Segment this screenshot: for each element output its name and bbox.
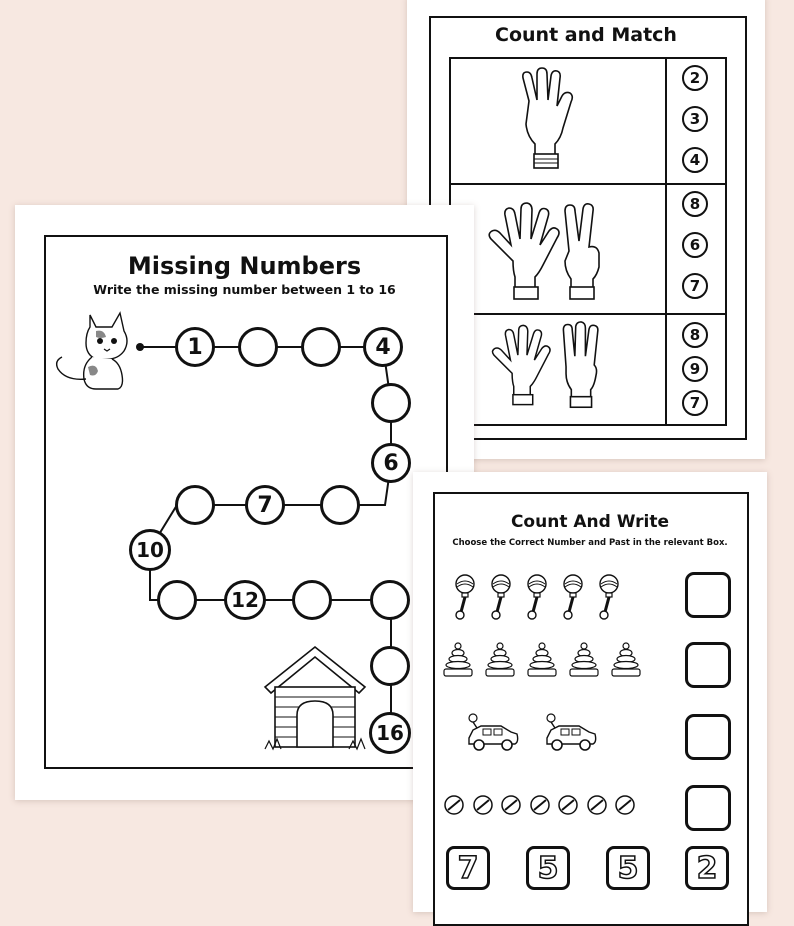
number-node-12[interactable]: 12 (224, 580, 266, 620)
answer-box[interactable] (685, 642, 731, 688)
missing-numbers-worksheet (15, 205, 474, 800)
number-node-6[interactable]: 6 (371, 443, 411, 483)
option-circle[interactable]: 9 (682, 356, 708, 382)
number-node-13[interactable] (292, 580, 332, 620)
number-node-4[interactable]: 4 (363, 327, 403, 367)
option-circle[interactable]: 7 (682, 273, 708, 299)
hand-four-fingers-icon (517, 66, 587, 176)
number-tile[interactable]: 2 (685, 846, 729, 890)
number-tile[interactable]: 5 (606, 846, 650, 890)
count-write-title: Count And Write (510, 512, 670, 532)
hand-two-fingers-icon (557, 201, 607, 301)
number-node-16[interactable]: 16 (369, 712, 411, 754)
count-match-title: Count and Match (495, 24, 677, 46)
number-node-11[interactable] (157, 580, 197, 620)
option-circle[interactable]: 3 (682, 106, 708, 132)
number-node-10[interactable]: 10 (129, 529, 171, 571)
number-node-15[interactable] (370, 646, 410, 686)
hand-five-fingers-icon (489, 321, 555, 409)
hand-five-fingers-icon (485, 201, 565, 301)
answer-box[interactable] (685, 785, 731, 831)
hand-three-fingers-icon (559, 321, 603, 409)
number-tile[interactable]: 7 (446, 846, 490, 890)
number-node-5[interactable] (371, 383, 411, 423)
number-tile[interactable]: 5 (526, 846, 570, 890)
option-circle[interactable]: 2 (682, 65, 708, 91)
number-node-2[interactable] (238, 327, 278, 367)
count-write-subtitle: Choose the Correct Number and Past in the relevant Box. (452, 538, 728, 548)
cat-icon (52, 309, 132, 393)
missing-numbers-subtitle: Write the missing number between 1 to 16 (93, 282, 396, 297)
dog-house-icon (263, 645, 367, 755)
number-node-1[interactable]: 1 (175, 327, 215, 367)
number-node-9[interactable] (175, 485, 215, 525)
number-node-14[interactable] (370, 580, 410, 620)
number-node-8[interactable]: 7 (245, 485, 285, 525)
number-node-7[interactable] (320, 485, 360, 525)
option-circle[interactable]: 4 (682, 147, 708, 173)
missing-numbers-title: Missing Numbers (127, 252, 362, 280)
count-and-write-worksheet (413, 472, 767, 912)
option-circle[interactable]: 8 (682, 322, 708, 348)
option-circle[interactable]: 7 (682, 390, 708, 416)
option-circle[interactable]: 6 (682, 232, 708, 258)
answer-box[interactable] (685, 572, 731, 618)
answer-box[interactable] (685, 714, 731, 760)
number-node-3[interactable] (301, 327, 341, 367)
option-circle[interactable]: 8 (682, 191, 708, 217)
